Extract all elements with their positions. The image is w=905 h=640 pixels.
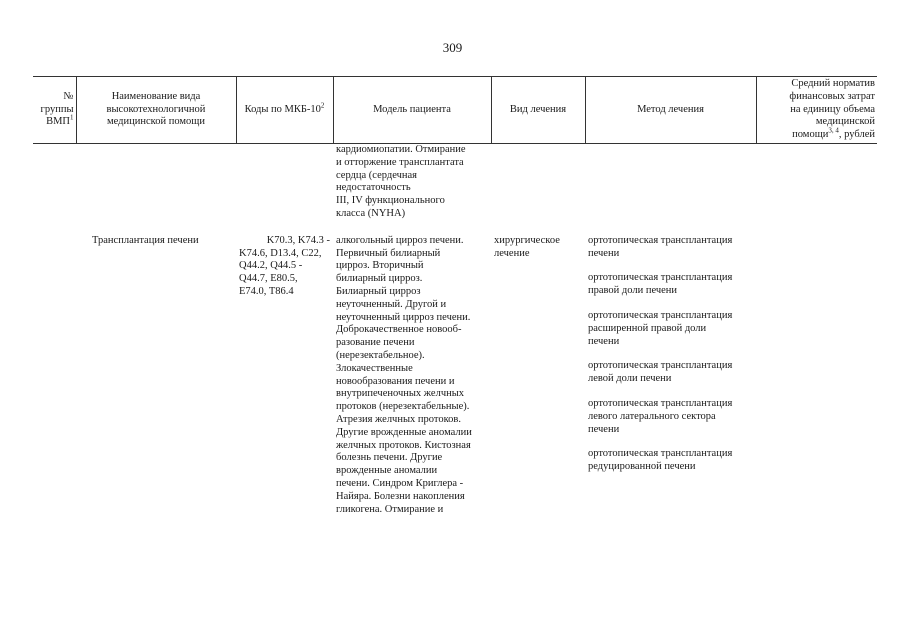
method-item	[588, 235, 753, 261]
patient-model-line: неуточненный. Другой и	[336, 298, 447, 310]
header-row	[33, 77, 877, 144]
treatment-type	[491, 221, 585, 517]
method-line: печени	[588, 247, 620, 259]
method-line: ортотопическая трансплантация	[588, 272, 733, 284]
patient-model-line: билиарный цирроз.	[336, 273, 423, 285]
patient-model-line: внутрипеченочных желчных	[336, 388, 465, 400]
header-group-number-line: группы	[40, 103, 74, 115]
icd-code-line: Q44.7, E80.5,	[239, 273, 298, 285]
icd-code-line: K74.6, D13.4, C22,	[239, 247, 322, 259]
header-cost-line: медицинской	[815, 116, 875, 128]
treatment-type-line: хирургическое	[494, 234, 560, 246]
footnote-marker: 3, 4	[828, 126, 839, 135]
patient-model	[333, 221, 491, 517]
table-row	[33, 221, 877, 517]
method-line: расширенной правой доли	[588, 322, 707, 334]
header-cost-line: , рублей	[838, 129, 875, 141]
cost-standard-cell	[756, 221, 877, 517]
patient-model-line: Первичный билиарный	[336, 247, 441, 259]
method-line: ортотопическая трансплантация	[588, 234, 733, 246]
patient-model-line: желчных протоков. Кистозная	[336, 439, 471, 451]
method-line: правой доли печени	[588, 285, 678, 297]
header-treatment-type: Вид лечения	[491, 77, 585, 144]
method-item	[588, 310, 753, 348]
patient-model-line: протоков (нерезектабельные).	[336, 401, 470, 413]
patient-model-line: новообразования печени и	[336, 375, 455, 387]
patient-model-line: III, IV функционального	[336, 195, 445, 207]
continuation-patient-model	[333, 144, 491, 221]
medical-care-table	[33, 76, 877, 516]
method-line: печени	[588, 423, 620, 435]
patient-model-line: гликогена. Отмирание и	[336, 503, 444, 515]
method-line: печени	[588, 335, 620, 347]
method-line: левой доли печени	[588, 373, 672, 385]
header-care-type	[76, 77, 236, 144]
method-line: ортотопическая трансплантация	[588, 448, 733, 460]
header-cost-line: на единицу объема	[790, 103, 875, 115]
header-cost-line: помощи	[792, 129, 829, 141]
method-item	[588, 398, 753, 436]
header-group-number-line: №	[63, 90, 74, 102]
patient-model-line: цирроз. Вторичный	[336, 260, 424, 272]
care-type-name: Трансплантация печени	[92, 234, 199, 246]
icd-codes	[236, 221, 333, 517]
header-patient-model: Модель пациента	[333, 77, 491, 144]
method-line: ортотопическая трансплантация	[588, 360, 733, 372]
header-icd-codes	[236, 77, 333, 144]
patient-model-line: Билиарный цирроз	[336, 285, 421, 297]
patient-model-line: печени. Синдром Криглера -	[336, 477, 464, 489]
patient-model-line: недостаточность	[336, 182, 411, 194]
icd-code-line: K70.3, K74.3 -	[266, 234, 330, 246]
header-care-type-line: Наименование вида	[111, 90, 201, 102]
icd-code-line: Q44.2, Q44.5 -	[239, 260, 303, 272]
treatment-type-line: лечение	[494, 247, 530, 259]
patient-model-line: алкогольный цирроз печени.	[336, 234, 464, 246]
patient-model-line: болезнь печени. Другие	[336, 452, 443, 464]
patient-model-line: класса (NYHA)	[336, 207, 406, 219]
header-care-type-line: медицинской помощи	[107, 116, 205, 128]
method-line: ортотопическая трансплантация	[588, 397, 733, 409]
patient-model-line: разование печени	[336, 337, 415, 349]
method-item	[588, 448, 753, 474]
patient-model-line: неуточненный цирроз печени.	[336, 311, 471, 323]
header-care-type-line: высокотехнологичной	[106, 103, 206, 115]
patient-model-line: и отторжение трансплантата	[336, 156, 464, 168]
patient-model-line: кардиомиопатии. Отмирание	[336, 144, 466, 155]
footnote-marker: 2	[320, 101, 325, 110]
method-line: левого латерального сектора	[588, 410, 716, 422]
header-cost-line: финансовых затрат	[789, 90, 875, 102]
patient-model-line: Найяра. Болезни накопления	[336, 490, 465, 502]
patient-model-line: (нерезектабельное).	[336, 349, 425, 361]
method-line: редуцированной печени	[588, 461, 696, 473]
header-cost-standard	[756, 77, 877, 144]
patient-model-line: Доброкачественное новооб-	[336, 324, 462, 336]
patient-model-line: Атрезия желчных протоков.	[336, 413, 461, 425]
continuation-row	[33, 144, 877, 221]
patient-model-line: Злокачественные	[336, 362, 413, 374]
icd-code-line: E74.0, T86.4	[239, 285, 294, 297]
header-treatment-method: Метод лечения	[585, 77, 756, 144]
header-group-number-line: ВМП	[46, 116, 70, 128]
patient-model-line: врожденные аномалии	[336, 465, 438, 477]
header-cost-line: Средний норматив	[791, 78, 875, 89]
patient-model-line: сердца (сердечная	[336, 169, 417, 181]
page-number: 309	[442, 40, 463, 55]
method-line: ортотопическая трансплантация	[588, 309, 733, 321]
footnote-marker: 1	[70, 113, 74, 122]
header-icd-codes-label: Коды по МКБ-10	[244, 103, 321, 115]
treatment-methods	[585, 221, 756, 517]
method-item	[588, 272, 753, 298]
method-item	[588, 360, 753, 386]
patient-model-line: Другие врожденные аномалии	[336, 426, 472, 438]
header-group-number	[33, 77, 76, 144]
